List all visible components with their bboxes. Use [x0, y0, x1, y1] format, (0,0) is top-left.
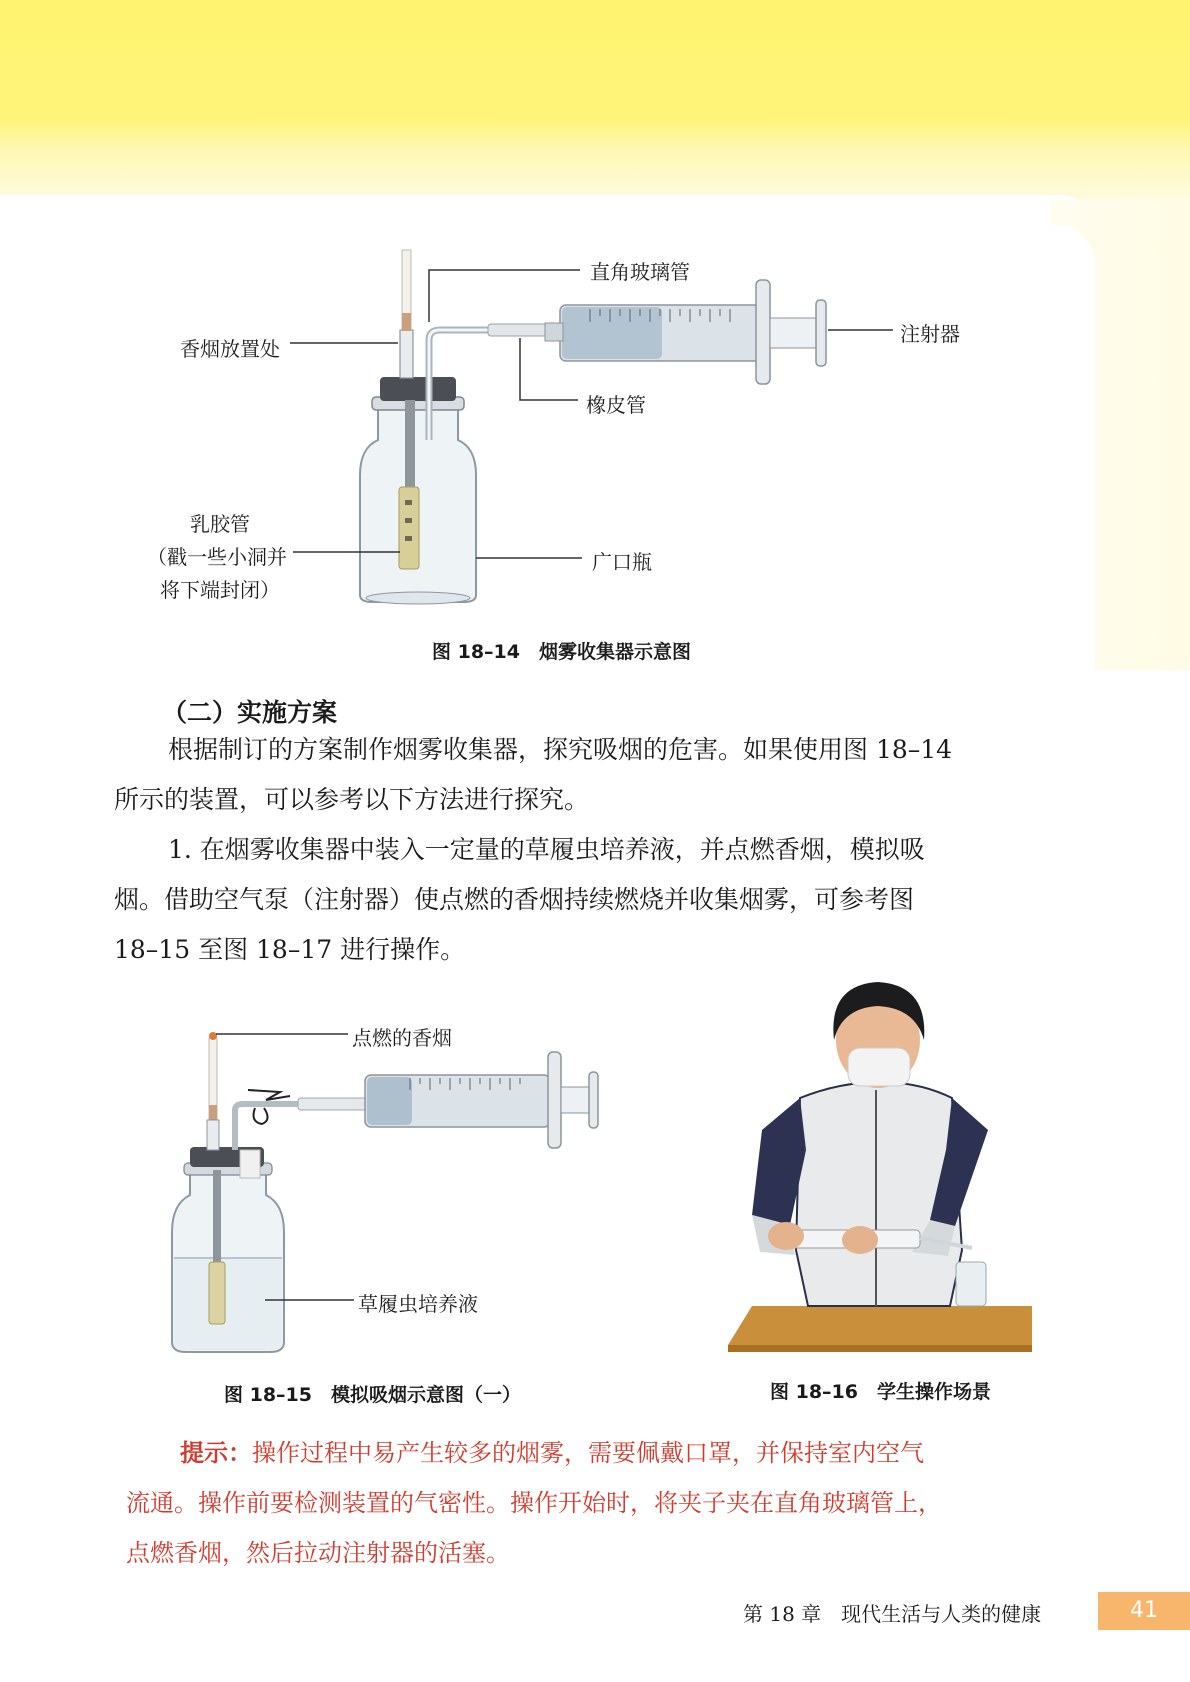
tip-line-1 — [180, 1428, 924, 1478]
tip-line-3: 点燃香烟，然后拉动注射器的活塞。 — [126, 1539, 510, 1567]
label-right-angle-tube: 直角玻璃管 — [590, 260, 690, 284]
paragraph-2-line-1: 1. 在烟雾收集器中装入一定量的草履虫培养液，并点燃香烟，模拟吸 — [168, 835, 925, 864]
figure-18-15-caption: 图 18–15 模拟吸烟示意图（一） — [224, 1384, 521, 1406]
label-paramecium-culture: 草履虫培养液 — [358, 1292, 478, 1316]
table-top — [728, 1306, 1032, 1345]
label-latex-tube-2: （戳一些小洞并 — [147, 545, 287, 569]
table-edge — [728, 1345, 1032, 1352]
section-title: （二）实施方案 — [162, 698, 338, 727]
figure-18-16-caption: 图 18–16 学生操作场景 — [770, 1381, 991, 1403]
label-syringe: 注射器 — [900, 322, 960, 346]
paragraph-2-line-3: 18–15 至图 18–17 进行操作。 — [114, 935, 466, 964]
right-hand — [842, 1226, 878, 1254]
label-cigarette-holder: 香烟放置处 — [180, 337, 280, 361]
label-wide-mouth-bottle: 广口瓶 — [592, 550, 652, 574]
tip-text-1: 操作过程中易产生较多的烟雾，需要佩戴口罩，并保持室内空气 — [252, 1439, 924, 1467]
paragraph-1-line-2: 所示的装置，可以参考以下方法进行探究。 — [114, 785, 590, 814]
table-bottle — [956, 1262, 986, 1306]
label-rubber-tube: 橡皮管 — [586, 393, 646, 417]
tip-line-2: 流通。操作前要检测装置的气密性。操作开始时，将夹子夹在直角玻璃管上， — [126, 1489, 942, 1517]
paragraph-2-line-2: 烟。借助空气泵（注射器）使点燃的香烟持续燃烧并收集烟雾，可参考图 — [114, 885, 915, 914]
label-lit-cigarette: 点燃的香烟 — [352, 1026, 452, 1050]
left-hand — [768, 1222, 804, 1250]
page-number: 41 — [1098, 1592, 1190, 1630]
paragraph-1-line-1: 根据制订的方案制作烟雾收集器，探究吸烟的危害。如果使用图 18–14 — [168, 735, 953, 764]
label-latex-tube-3: 将下端封闭） — [160, 578, 280, 602]
tip-label: 提示： — [180, 1439, 252, 1467]
student-mask — [848, 1048, 910, 1086]
label-latex-tube-1: 乳胶管 — [190, 512, 250, 536]
figure-18-14-caption: 图 18–14 烟雾收集器示意图 — [432, 641, 691, 663]
footer-chapter: 第 18 章 现代生活与人类的健康 — [743, 1602, 1042, 1626]
